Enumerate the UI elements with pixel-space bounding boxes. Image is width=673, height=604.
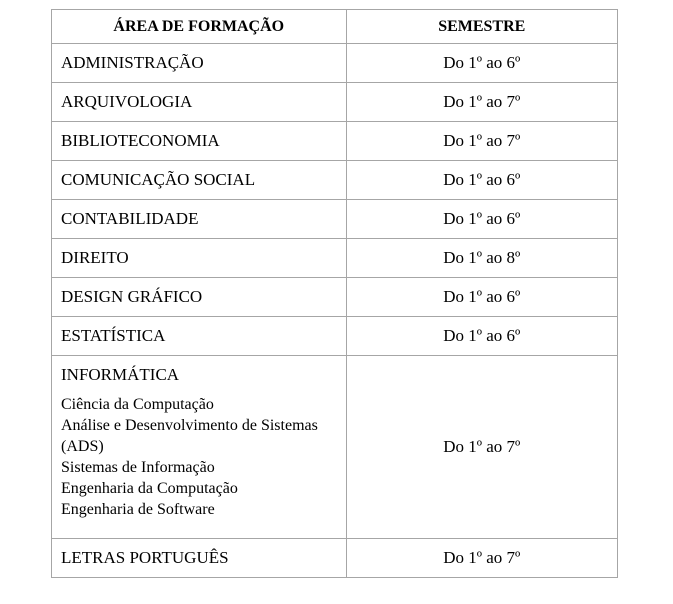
- sub-course-item: Análise e Desenvolvimento de Sistemas (ADS): [61, 417, 318, 455]
- semester-cell: Do 1º ao 6º: [346, 44, 617, 83]
- sub-course-item: Ciência da Computação: [61, 396, 214, 413]
- area-cell: BIBLIOTECONOMIA: [52, 122, 347, 161]
- semester-cell: Do 1º ao 6º: [346, 278, 617, 317]
- area-cell: ESTATÍSTICA: [52, 317, 347, 356]
- area-cell: ADMINISTRAÇÃO: [52, 44, 347, 83]
- semester-cell: Do 1º ao 7º: [346, 122, 617, 161]
- area-cell: COMUNICAÇÃO SOCIAL: [52, 161, 347, 200]
- sub-course-item: Engenharia da Computação: [61, 480, 238, 497]
- table-row: [52, 200, 618, 239]
- sub-course-item: Engenharia de Software: [61, 501, 215, 518]
- header-area: ÁREA DE FORMAÇÃO: [52, 10, 347, 44]
- semester-cell: Do 1º ao 6º: [346, 161, 617, 200]
- table-row: [52, 161, 618, 200]
- semester-cell: Do 1º ao 7º: [346, 539, 617, 578]
- course-semester-table: [51, 9, 618, 578]
- table-row: [52, 356, 618, 539]
- table-row: [52, 317, 618, 356]
- semester-cell: Do 1º ao 6º: [346, 200, 617, 239]
- area-cell: DIREITO: [52, 239, 347, 278]
- semester-cell: Do 1º ao 7º: [346, 356, 617, 539]
- table-row: [52, 122, 618, 161]
- table-header-row: [52, 10, 618, 44]
- semester-cell: Do 1º ao 7º: [346, 83, 617, 122]
- area-cell: ARQUIVOLOGIA: [52, 83, 347, 122]
- area-cell: CONTABILIDADE: [52, 200, 347, 239]
- sub-course-list: [61, 394, 346, 520]
- area-cell: [52, 356, 347, 539]
- semester-cell: Do 1º ao 8º: [346, 239, 617, 278]
- table-row: [52, 44, 618, 83]
- header-semester: SEMESTRE: [346, 10, 617, 44]
- table-row: [52, 83, 618, 122]
- area-title: INFORMÁTICA: [61, 365, 180, 384]
- area-cell: LETRAS PORTUGUÊS: [52, 539, 347, 578]
- sub-course-item: Sistemas de Informação: [61, 459, 215, 476]
- semester-cell: Do 1º ao 6º: [346, 317, 617, 356]
- table-row: [52, 239, 618, 278]
- table-row: [52, 539, 618, 578]
- table-row: [52, 278, 618, 317]
- area-cell: DESIGN GRÁFICO: [52, 278, 347, 317]
